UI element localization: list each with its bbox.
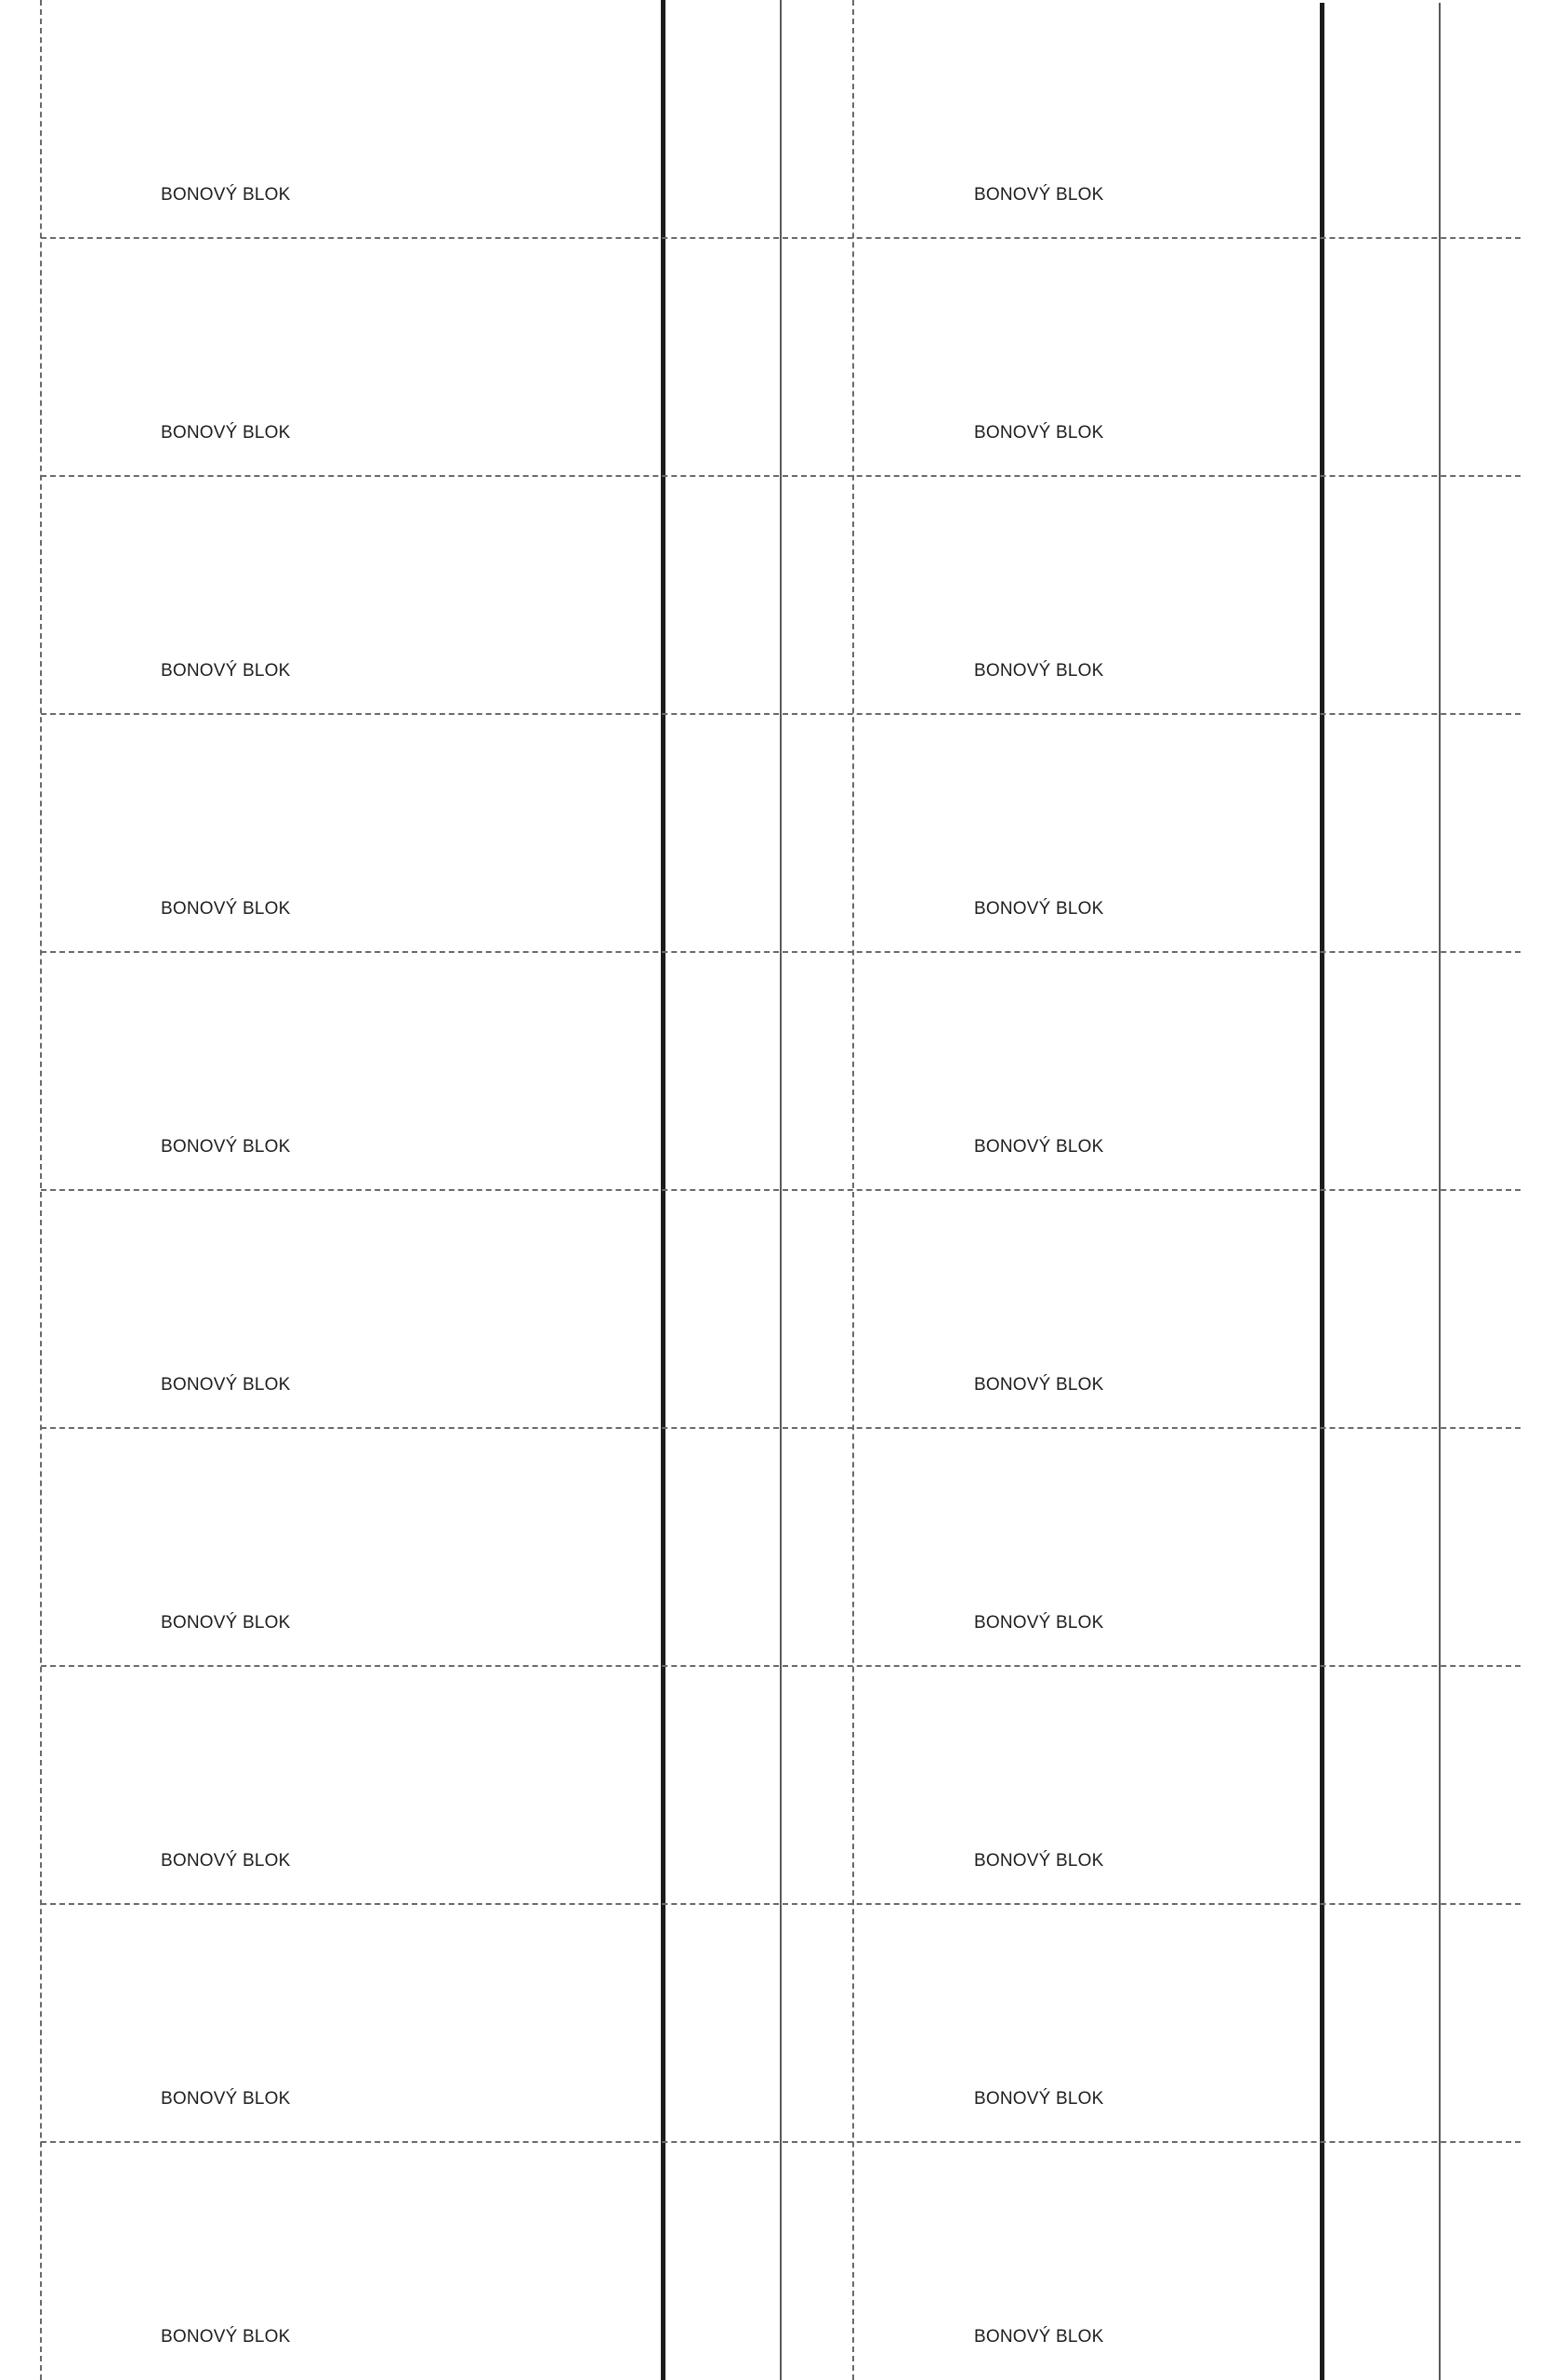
row-cut-line bbox=[41, 2141, 1521, 2143]
right-stub-divider bbox=[1320, 3, 1324, 2380]
coupon-label: BONOVÝ BLOK bbox=[974, 185, 1104, 205]
coupon-label: BONOVÝ BLOK bbox=[974, 899, 1104, 919]
coupon-label: BONOVÝ BLOK bbox=[974, 661, 1104, 681]
coupon-label: BONOVÝ BLOK bbox=[974, 1613, 1104, 1633]
coupon-label: BONOVÝ BLOK bbox=[974, 2089, 1104, 2109]
row-cut-line bbox=[41, 1427, 1521, 1429]
coupon-label: BONOVÝ BLOK bbox=[161, 2327, 291, 2347]
coupon-label: BONOVÝ BLOK bbox=[161, 1375, 291, 1395]
coupon-label: BONOVÝ BLOK bbox=[161, 899, 291, 919]
row-cut-line bbox=[41, 1665, 1521, 1667]
row-cut-line bbox=[41, 237, 1521, 239]
row-cut-line bbox=[41, 1189, 1521, 1191]
coupon-label: BONOVÝ BLOK bbox=[161, 1851, 291, 1871]
row-cut-line bbox=[41, 475, 1521, 477]
coupon-label: BONOVÝ BLOK bbox=[161, 1613, 291, 1633]
coupon-label: BONOVÝ BLOK bbox=[974, 2327, 1104, 2347]
coupon-label: BONOVÝ BLOK bbox=[161, 1137, 291, 1157]
row-cut-line bbox=[41, 713, 1521, 715]
coupon-label: BONOVÝ BLOK bbox=[974, 1375, 1104, 1395]
coupon-label: BONOVÝ BLOK bbox=[161, 2089, 291, 2109]
row-cut-line bbox=[41, 951, 1521, 953]
coupon-label: BONOVÝ BLOK bbox=[161, 185, 291, 205]
coupon-label: BONOVÝ BLOK bbox=[161, 661, 291, 681]
row-cut-line bbox=[41, 1903, 1521, 1905]
coupon-label: BONOVÝ BLOK bbox=[974, 1137, 1104, 1157]
right-stub-inner-line bbox=[1439, 3, 1441, 2380]
coupon-label: BONOVÝ BLOK bbox=[974, 423, 1104, 443]
coupon-label: BONOVÝ BLOK bbox=[974, 1851, 1104, 1871]
coupon-label: BONOVÝ BLOK bbox=[161, 423, 291, 443]
